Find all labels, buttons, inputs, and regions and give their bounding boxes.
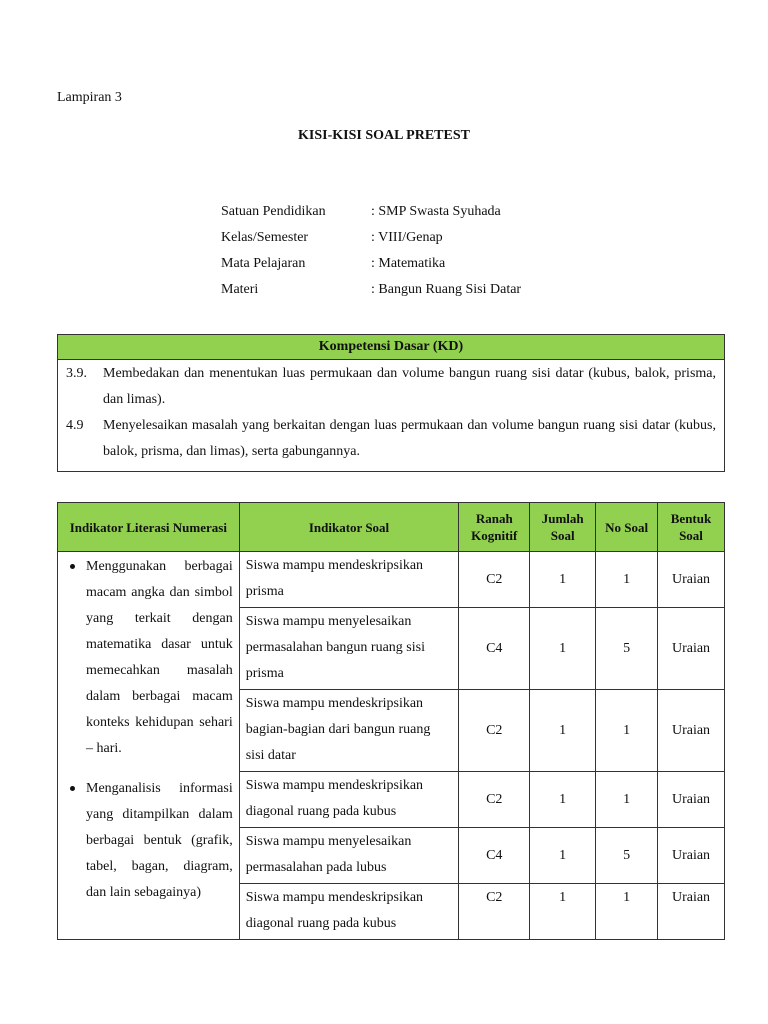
jumlah-cell: 1 <box>530 828 596 884</box>
literasi-cell <box>58 552 240 940</box>
no-cell: 5 <box>596 608 658 690</box>
bentuk-cell: Uraian <box>658 772 725 828</box>
no-cell: 5 <box>596 828 658 884</box>
literasi-text: Menggunakan berbagai macam angka dan simbol yang terkait dengan matematika dasar untuk memecahkan masalah dalam berbagai macam konteks kehidupan sehari – hari. <box>86 559 233 756</box>
soal-cell: Siswa mampu menyelesaikan permasalahan pada lubus <box>239 828 459 884</box>
kd-body <box>58 360 724 471</box>
kd-number: 4.9 <box>66 418 84 433</box>
bentuk-cell: Uraian <box>658 608 725 690</box>
kd-number: 3.9. <box>66 366 87 381</box>
ranah-cell: C2 <box>459 690 530 772</box>
literasi-text: Menganalisis informasi yang ditampilkan dalam berbagai bentuk (grafik, tabel, bagan, diagram, dan lain sebagainya) <box>86 781 233 900</box>
info-value: : Matematika <box>371 256 446 271</box>
literasi-bullet <box>64 554 233 762</box>
table-header-row <box>58 503 725 552</box>
col-header-bentuk: Bentuk Soal <box>658 503 725 552</box>
soal-cell: Siswa mampu menyelesaikan permasalahan bangun ruang sisi prisma <box>239 608 459 690</box>
literasi-content <box>64 554 233 916</box>
literasi-bullet <box>64 776 233 906</box>
info-value: : Bangun Ruang Sisi Datar <box>371 282 522 297</box>
kd-text: Menyelesaikan masalah yang berkaitan dengan luas permukaan dan volume bangun ruang sisi datar (kubus, balok, prisma, dan limas), serta gabungannya. <box>103 418 716 459</box>
jumlah-cell: 1 <box>530 690 596 772</box>
bentuk-cell: Uraian <box>658 690 725 772</box>
ranah-cell: C4 <box>459 608 530 690</box>
soal-cell: Siswa mampu mendeskripsikan prisma <box>239 552 459 608</box>
col-header-soal: Indikator Soal <box>239 503 459 552</box>
no-cell: 1 <box>596 884 658 940</box>
kd-text: Membedakan dan menentukan luas permukaan dan volume bangun ruang sisi datar (kubus, balok, prisma, dan limas). <box>103 366 716 407</box>
info-key: Materi <box>221 282 259 297</box>
col-header-no: No Soal <box>596 503 658 552</box>
bentuk-cell: Uraian <box>658 552 725 608</box>
info-key: Kelas/Semester <box>221 230 309 245</box>
info-value: : VIII/Genap <box>371 230 443 245</box>
jumlah-cell: 1 <box>530 552 596 608</box>
bentuk-cell: Uraian <box>658 884 725 940</box>
col-header-literasi: Indikator Literasi Numerasi <box>58 503 240 552</box>
soal-cell: Siswa mampu mendeskripsikan diagonal ruang pada kubus <box>239 884 459 940</box>
col-header-jumlah: Jumlah Soal <box>530 503 596 552</box>
ranah-cell: C2 <box>459 884 530 940</box>
jumlah-cell: 1 <box>530 772 596 828</box>
bullet-icon <box>64 776 86 906</box>
info-value: : SMP Swasta Syuhada <box>371 204 501 219</box>
jumlah-cell: 1 <box>530 608 596 690</box>
ranah-cell: C2 <box>459 552 530 608</box>
kd-table <box>57 334 725 472</box>
col-header-ranah: Ranah Kognitif <box>459 503 530 552</box>
document-title: KISI-KISI SOAL PRETEST <box>298 128 470 143</box>
no-cell: 1 <box>596 690 658 772</box>
kd-item <box>66 413 716 465</box>
no-cell: 1 <box>596 552 658 608</box>
ranah-cell: C4 <box>459 828 530 884</box>
kd-item <box>66 361 716 413</box>
indicator-table <box>57 502 725 940</box>
info-key: Mata Pelajaran <box>221 256 306 271</box>
attachment-label: Lampiran 3 <box>57 90 122 105</box>
bullet-icon <box>64 554 86 762</box>
info-key: Satuan Pendidikan <box>221 204 326 219</box>
ranah-cell: C2 <box>459 772 530 828</box>
kd-header: Kompetensi Dasar (KD) <box>58 335 724 360</box>
no-cell: 1 <box>596 772 658 828</box>
jumlah-cell: 1 <box>530 884 596 940</box>
bentuk-cell: Uraian <box>658 828 725 884</box>
table-row <box>58 552 725 608</box>
soal-cell: Siswa mampu mendeskripsikan diagonal ruang pada kubus <box>239 772 459 828</box>
soal-cell: Siswa mampu mendeskripsikan bagian-bagian dari bangun ruang sisi datar <box>239 690 459 772</box>
